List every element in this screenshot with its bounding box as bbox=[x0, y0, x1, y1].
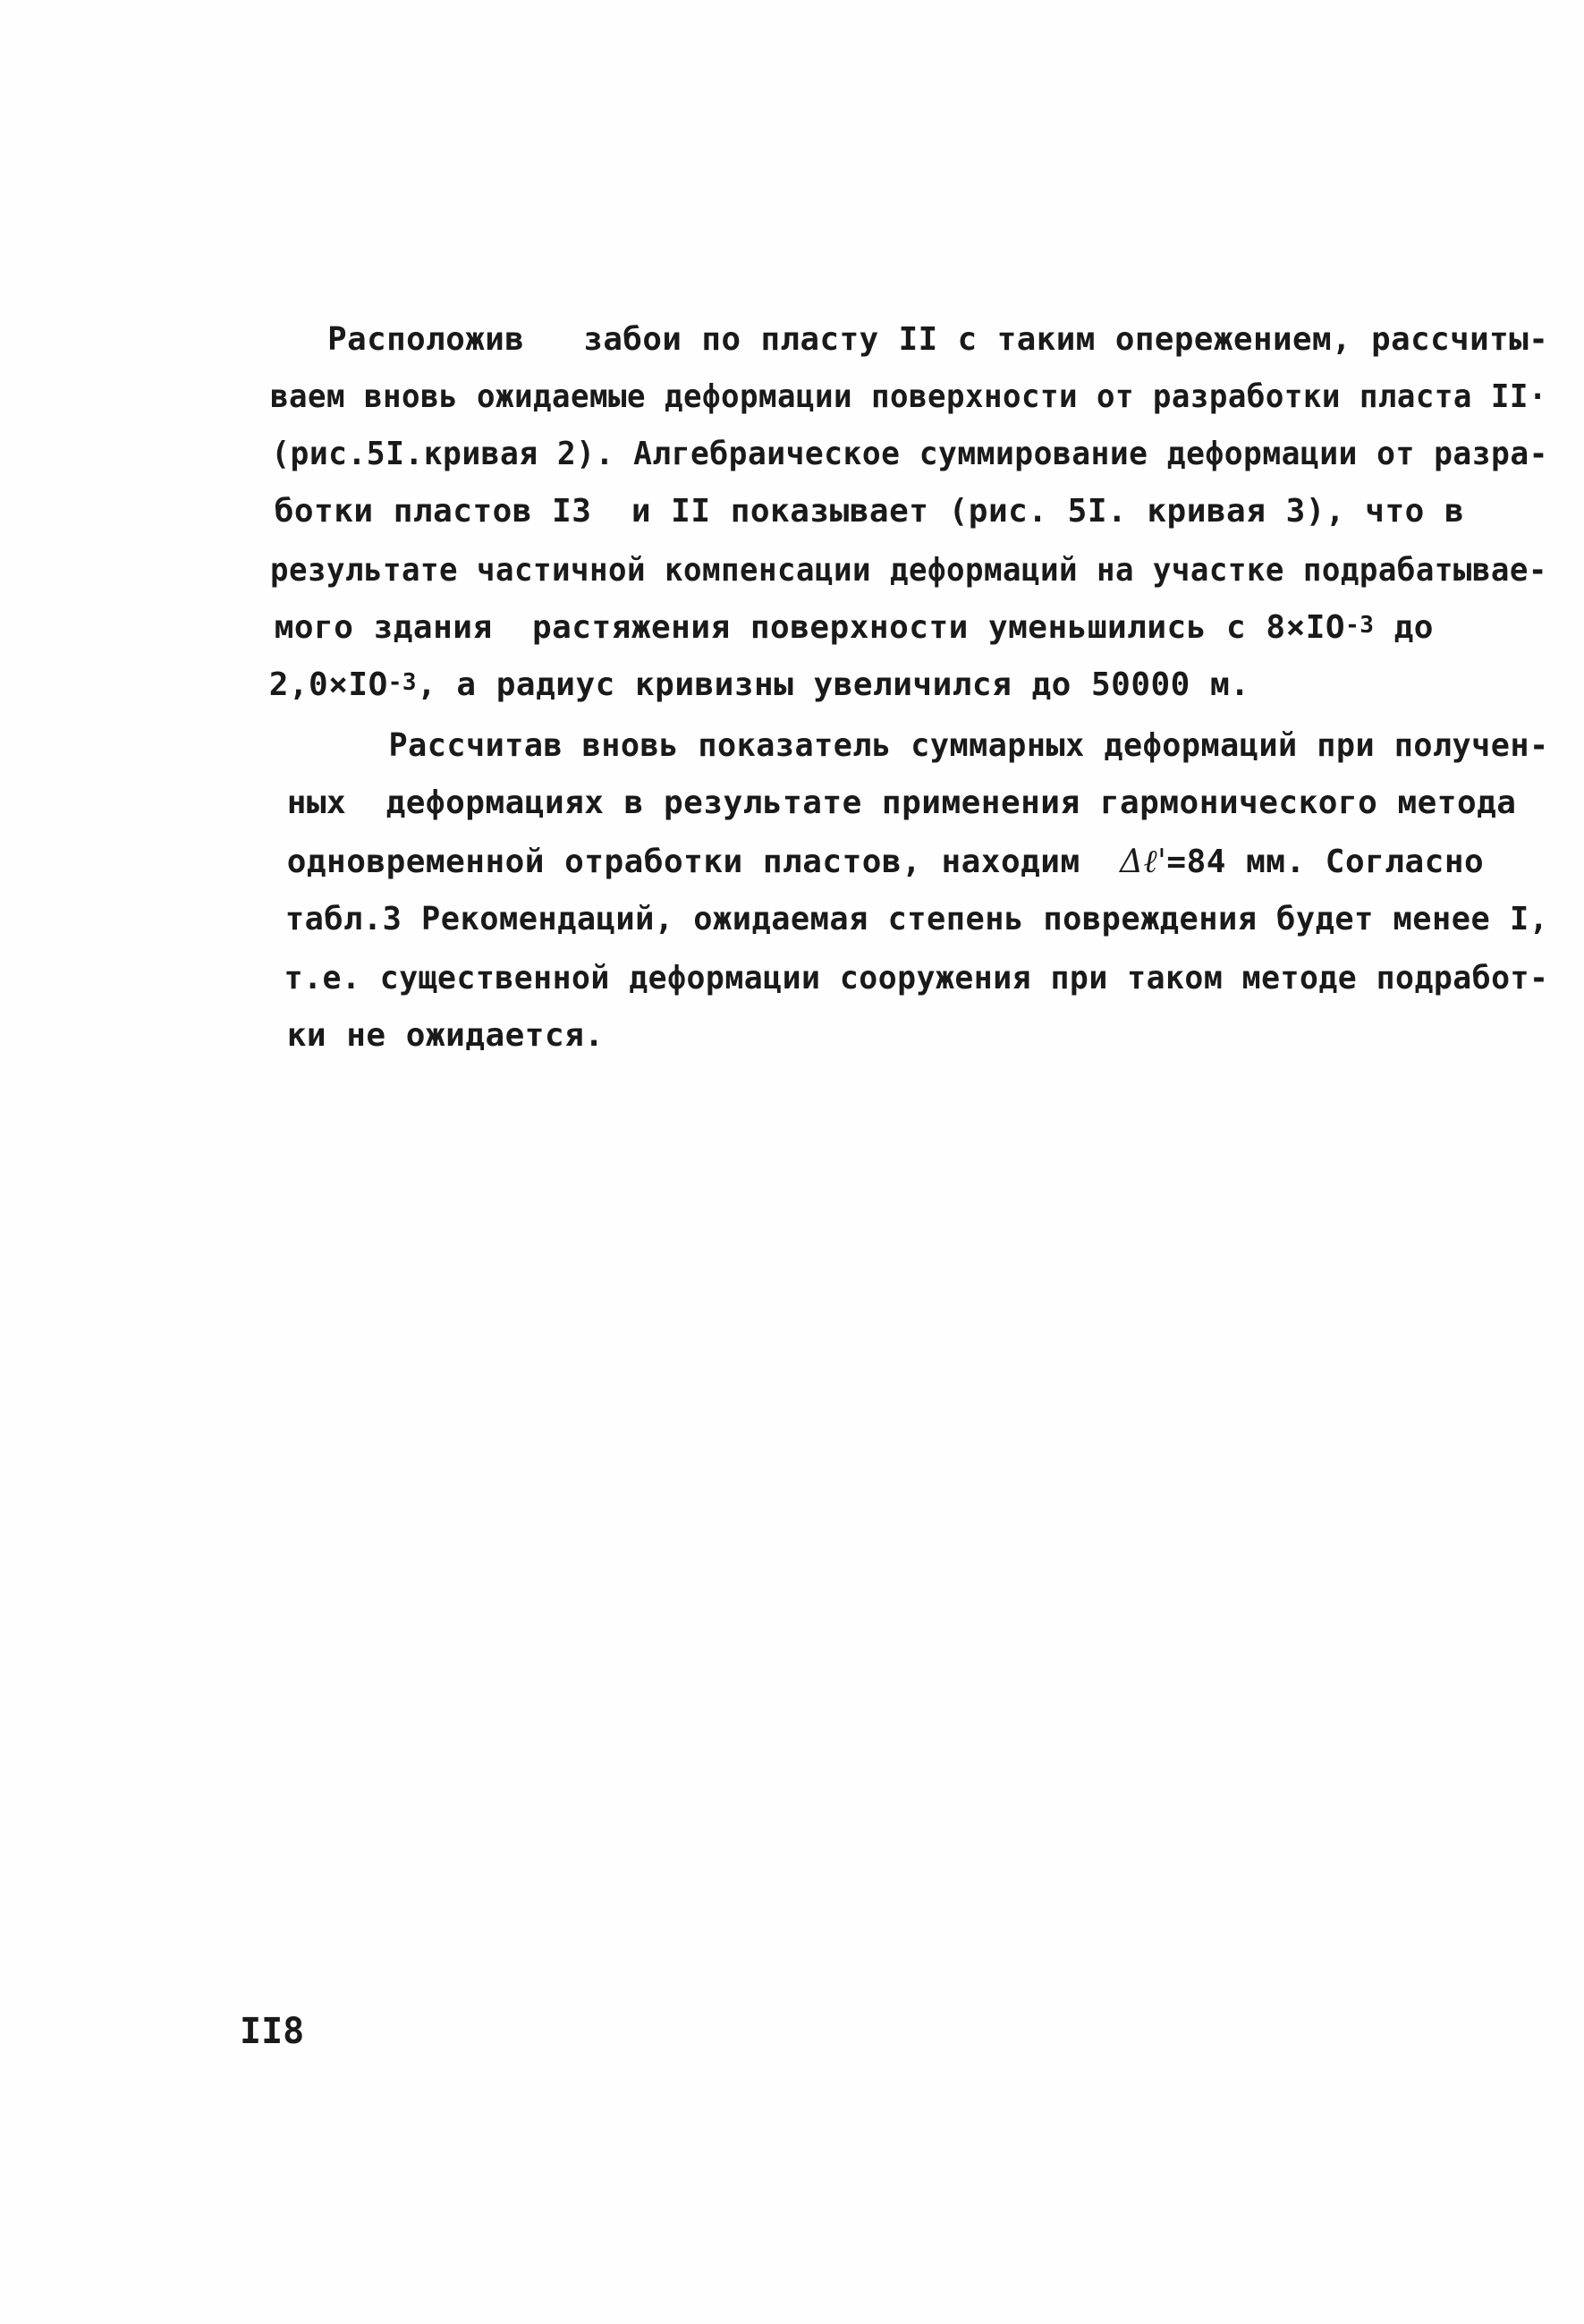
text-segment: =84 мм. Согласно bbox=[1166, 844, 1485, 880]
text-segment: ки не ожидается. bbox=[286, 1017, 605, 1054]
delta-l-symbol: Δℓ' bbox=[1120, 844, 1167, 880]
text-segment: Рассчитав вновь показатель суммарных деформаций при получен- bbox=[388, 727, 1549, 764]
text-segment: ваем вновь ожидаемые деформации поверхности от разработки пласта II· bbox=[270, 378, 1547, 415]
text-segment: (рис.5I.кривая 2). Алгебраическое суммирование деформации от разра- bbox=[271, 436, 1548, 472]
text-segment: до bbox=[1374, 609, 1434, 646]
text-segment: , а радиус кривизны увеличился до 50000 м. bbox=[417, 666, 1250, 703]
text-segment: результате частичной компенсации деформаций на участке подрабатывае- bbox=[270, 552, 1547, 589]
text-segment: мого здания растяжения поверхности уменьшились с 8×IO bbox=[274, 609, 1346, 646]
superscript-exponent: -3 bbox=[1345, 612, 1375, 639]
text-segment: ботки пластов I3 и II показывает (рис. 5I. кривая 3), что в bbox=[274, 493, 1465, 530]
text-segment: Расположив забои по пласту II с таким опережением, рассчиты- bbox=[327, 321, 1549, 358]
superscript-exponent: -3 bbox=[387, 669, 418, 696]
text-segment: т.е. существенной деформации сооружения при таком методе подработ- bbox=[284, 960, 1549, 997]
text-segment: одновременной отработки пластов, находим bbox=[286, 844, 1121, 880]
text-line-13 bbox=[208, 982, 604, 1090]
text-segment: ных деформациях в результате применения гармонического метода bbox=[286, 785, 1517, 821]
text-segment: 2,0×IO bbox=[268, 666, 388, 703]
text-segment: табл.3 Рекомендаций, ожидаемая степень повреждения будет менее I, bbox=[284, 901, 1549, 937]
page-number: II8 bbox=[240, 2011, 305, 2052]
